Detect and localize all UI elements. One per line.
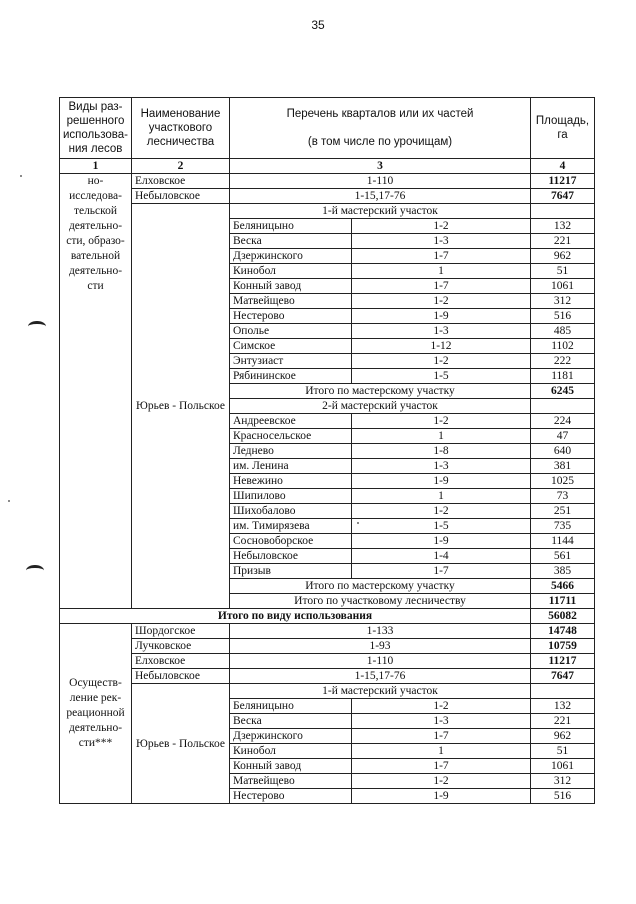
master-section-title: 1-й мастерский участок	[230, 204, 531, 219]
quarters-range: 1-133	[230, 624, 531, 639]
area-value: 1061	[531, 759, 595, 774]
quarters-range: 1-9	[352, 474, 531, 489]
table-row	[60, 684, 595, 699]
column-number: 4	[531, 159, 595, 174]
use-type-cell: но-исследова-тельской деятельно-сти, образо-вательной деятельно-сти	[60, 174, 132, 609]
forestry-name: Юрьев - Польское	[132, 684, 230, 804]
area-value: 73	[531, 489, 595, 504]
quarters-range: 1	[352, 744, 531, 759]
tract-name: Кинобол	[230, 264, 352, 279]
quarters-range: 1	[352, 489, 531, 504]
tract-name: Дзержинского	[230, 729, 352, 744]
header-forestry: Наименование участкового лесничества	[132, 98, 230, 159]
area-value: 10759	[531, 639, 595, 654]
master-section-title: 1-й мастерский участок	[230, 684, 531, 699]
forestry-name: Небыловское	[132, 189, 230, 204]
area-value: 51	[531, 264, 595, 279]
area-value: 7647	[531, 189, 595, 204]
tract-name: им. Ленина	[230, 459, 352, 474]
area-value: 516	[531, 309, 595, 324]
area-value: 47	[531, 429, 595, 444]
tract-name: Конный завод	[230, 759, 352, 774]
quarters-range: 1-7	[352, 729, 531, 744]
table-header-row	[60, 98, 595, 159]
quarters-range: 1-8	[352, 444, 531, 459]
tract-name: Шихобалово	[230, 504, 352, 519]
tract-name: Нестерово	[230, 309, 352, 324]
area-value: 1061	[531, 279, 595, 294]
column-number: 2	[132, 159, 230, 174]
quarters-range: 1-3	[352, 459, 531, 474]
area-value: 1025	[531, 474, 595, 489]
master-total-row-value: 5466	[531, 579, 595, 594]
quarters-range: 1-15,17-76	[230, 189, 531, 204]
tract-name: Веска	[230, 234, 352, 249]
area-value: 312	[531, 294, 595, 309]
tract-name: Симское	[230, 339, 352, 354]
tract-name: Энтузиаст	[230, 354, 352, 369]
column-number: 3	[230, 159, 531, 174]
area-value: 640	[531, 444, 595, 459]
table-row	[60, 639, 595, 654]
area-value: 251	[531, 504, 595, 519]
quarters-range: 1-3	[352, 714, 531, 729]
quarters-range: 1-7	[352, 759, 531, 774]
tract-name: Беляницыно	[230, 219, 352, 234]
area-value: 132	[531, 699, 595, 714]
tract-name: Невежино	[230, 474, 352, 489]
quarters-range: 1-7	[352, 564, 531, 579]
header-use-type: Виды раз-решенного использова-ния лесов	[60, 98, 132, 159]
area-value: 312	[531, 774, 595, 789]
punch-hole-mark	[28, 321, 46, 332]
area-value: 224	[531, 414, 595, 429]
tract-name: Конный завод	[230, 279, 352, 294]
tract-name: Шипилово	[230, 489, 352, 504]
area-value: 561	[531, 549, 595, 564]
area-value: 516	[531, 789, 595, 804]
page-number: 35	[311, 18, 325, 32]
area-value: 14748	[531, 624, 595, 639]
tract-name: Веска	[230, 714, 352, 729]
quarters-range: 1-2	[352, 774, 531, 789]
master-total-row-value: 6245	[531, 384, 595, 399]
forestry-name: Елховское	[132, 174, 230, 189]
master-total-row-label: Итого по мастерскому участку	[230, 384, 531, 399]
forestry-name: Лучковское	[132, 639, 230, 654]
area-value: 962	[531, 249, 595, 264]
area-value: 222	[531, 354, 595, 369]
area-value: 1181	[531, 369, 595, 384]
quarters-range: 1	[352, 264, 531, 279]
quarters-range: 1-9	[352, 309, 531, 324]
area-value: 485	[531, 324, 595, 339]
forest-use-table	[59, 97, 595, 804]
table-row	[60, 189, 595, 204]
tract-name: Кинобол	[230, 744, 352, 759]
quarters-range: 1-3	[352, 324, 531, 339]
header-quarters	[230, 98, 531, 159]
tract-name: Беляницыно	[230, 699, 352, 714]
use-total-value: 56082	[531, 609, 595, 624]
tract-name: Андреевское	[230, 414, 352, 429]
quarters-range: 1-4	[352, 549, 531, 564]
table-row	[60, 654, 595, 669]
quarters-range: 1-2	[352, 414, 531, 429]
header-quarters-line1: Перечень кварталов или их частей	[286, 108, 474, 120]
quarters-range: 1-7	[352, 249, 531, 264]
table-row	[60, 204, 595, 219]
area-value: 221	[531, 234, 595, 249]
scan-speck	[20, 175, 22, 177]
tract-name: Призыв	[230, 564, 352, 579]
tract-name: Матвейщево	[230, 294, 352, 309]
use-total-row	[60, 609, 595, 624]
forestry-name: Шордогское	[132, 624, 230, 639]
column-number: 1	[60, 159, 132, 174]
table-row	[60, 669, 595, 684]
area-value: 221	[531, 714, 595, 729]
quarters-range: 1-2	[352, 699, 531, 714]
quarters-range: 1-12	[352, 339, 531, 354]
scan-speck	[8, 500, 10, 502]
tract-name: Рябининское	[230, 369, 352, 384]
tract-name: Нестерово	[230, 789, 352, 804]
area-value: 11217	[531, 654, 595, 669]
area-value: 51	[531, 744, 595, 759]
quarters-range: 1-110	[230, 174, 531, 189]
tract-name: Небыловское	[230, 549, 352, 564]
area-value: 132	[531, 219, 595, 234]
quarters-range: 1-5	[352, 519, 531, 534]
tract-name: Красносельское	[230, 429, 352, 444]
quarters-range: 1-2	[352, 294, 531, 309]
punch-hole-mark	[26, 565, 44, 576]
quarters-range: 1-9	[352, 789, 531, 804]
use-total-label: Итого по виду использования	[60, 609, 531, 624]
tract-name: Дзержинского	[230, 249, 352, 264]
quarters-range: 1-2	[352, 354, 531, 369]
tract-name: им. Тимирязева	[230, 519, 352, 534]
header-quarters-line2: (в том числе по урочищам)	[307, 136, 453, 148]
tract-name: Матвейщево	[230, 774, 352, 789]
quarters-range: 1-15,17-76	[230, 669, 531, 684]
forestry-total-row-label: Итого по участковому лесничеству	[230, 594, 531, 609]
area-value: 381	[531, 459, 595, 474]
area-value: 1102	[531, 339, 595, 354]
forestry-total-row-value: 11711	[531, 594, 595, 609]
area-value: 962	[531, 729, 595, 744]
quarters-range: 1-2	[352, 504, 531, 519]
area-value: 385	[531, 564, 595, 579]
quarters-range: 1	[352, 429, 531, 444]
forestry-name: Елховское	[132, 654, 230, 669]
master-total-row-label: Итого по мастерскому участку	[230, 579, 531, 594]
forestry-name: Небыловское	[132, 669, 230, 684]
use-type-cell: Осуществ-ление рек-реационной деятельно-сти***	[60, 624, 132, 804]
tract-name: Сосновоборское	[230, 534, 352, 549]
quarters-range: 1-7	[352, 279, 531, 294]
empty-cell	[531, 204, 595, 219]
header-area: Площадь, га	[531, 98, 595, 159]
quarters-range: 1-3	[352, 234, 531, 249]
empty-cell	[531, 684, 595, 699]
forestry-name: Юрьев - Польское	[132, 204, 230, 609]
quarters-range: 1-110	[230, 654, 531, 669]
quarters-range: 1-2	[352, 219, 531, 234]
empty-cell	[531, 399, 595, 414]
tract-name: Леднево	[230, 444, 352, 459]
table-row	[60, 624, 595, 639]
tract-name: Ополье	[230, 324, 352, 339]
column-number-row	[60, 159, 595, 174]
area-value: 1144	[531, 534, 595, 549]
area-value: 7647	[531, 669, 595, 684]
master-section-title: 2-й мастерский участок	[230, 399, 531, 414]
area-value: 11217	[531, 174, 595, 189]
area-value: 735	[531, 519, 595, 534]
table-row	[60, 174, 595, 189]
quarters-range: 1-5	[352, 369, 531, 384]
quarters-range: 1-9	[352, 534, 531, 549]
quarters-range: 1-93	[230, 639, 531, 654]
